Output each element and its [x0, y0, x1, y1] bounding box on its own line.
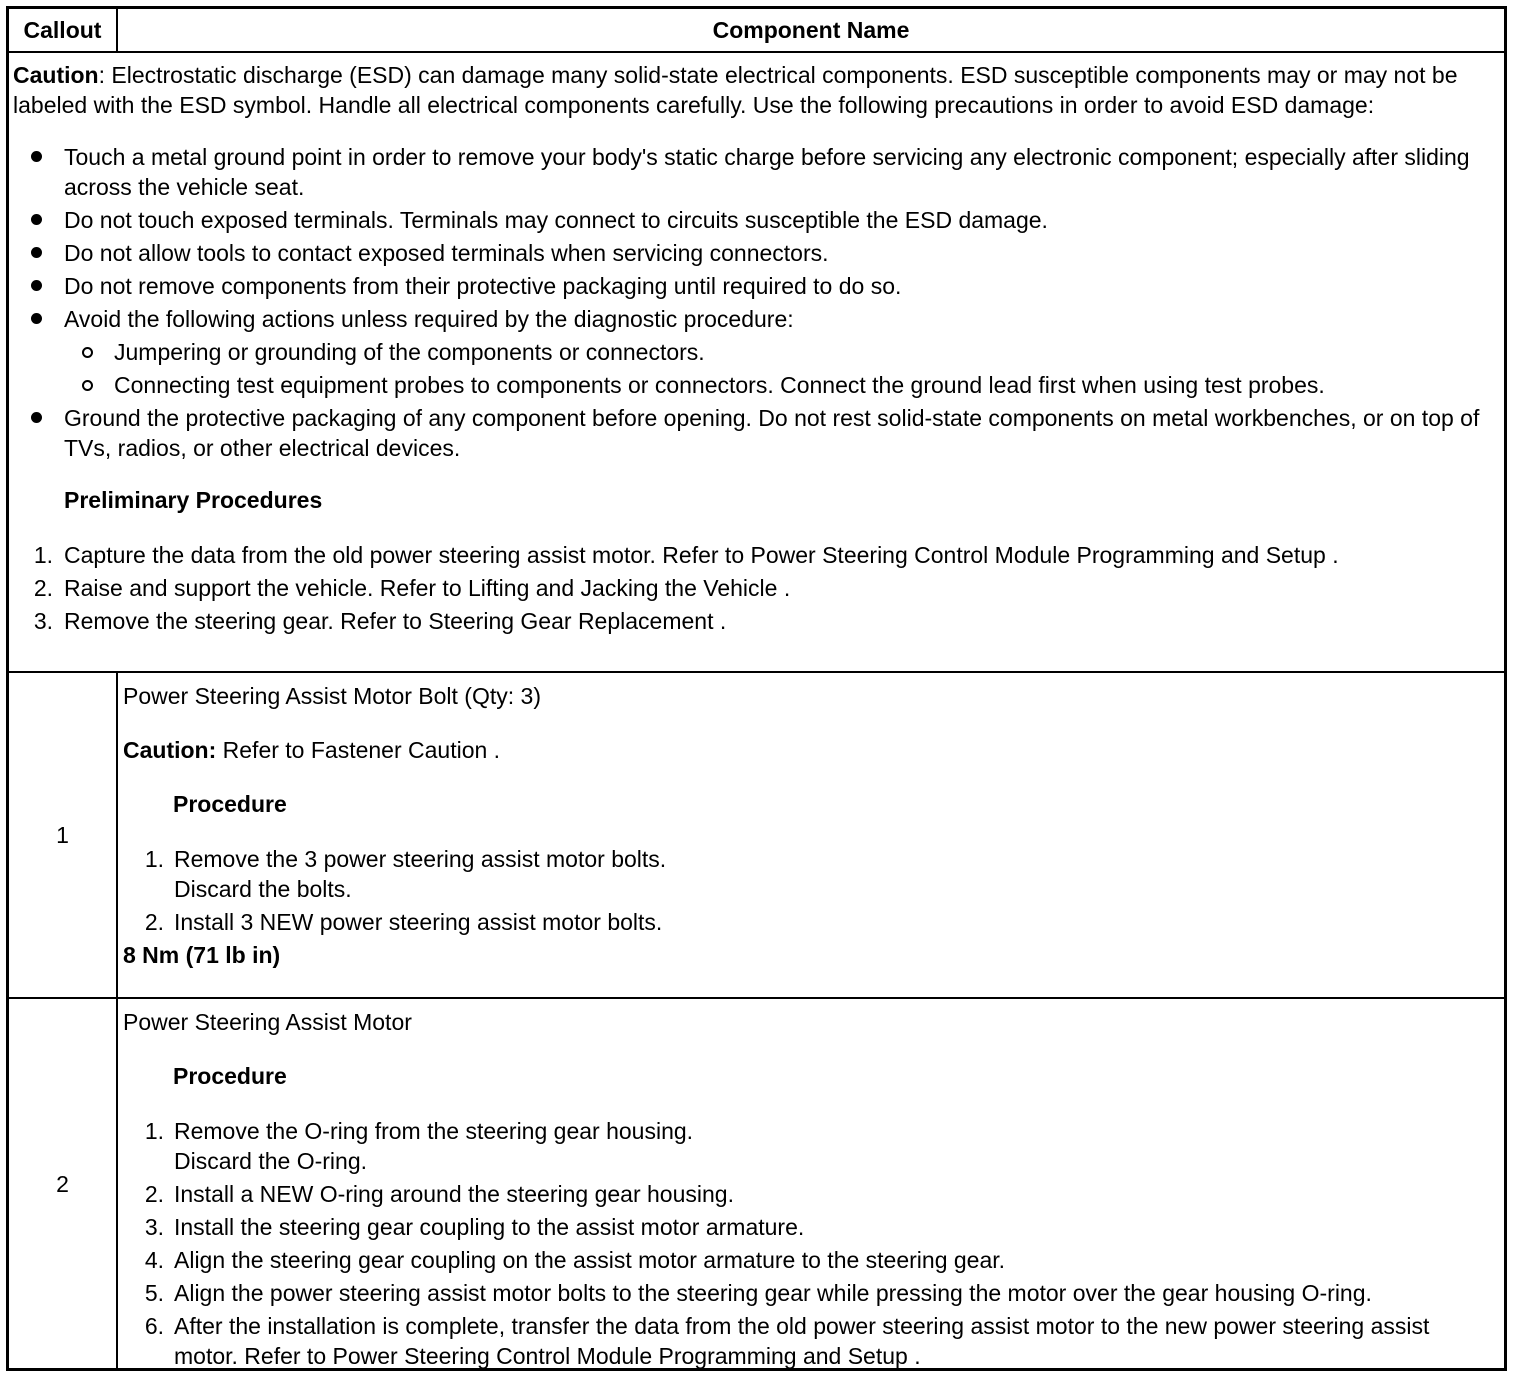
step-number: 5. [144, 1280, 164, 1306]
procedure-heading: Procedure [173, 791, 287, 817]
step-item [13, 540, 1498, 570]
list-item [13, 304, 1498, 400]
step-text: Align the steering gear coupling on the assist motor armature to the steering gear. [174, 1247, 1006, 1273]
step-item [13, 606, 1498, 636]
step-text: Remove the O-ring from the steering gear housing. [174, 1118, 694, 1144]
step-number: 3. [144, 1214, 164, 1240]
step-item [123, 844, 1498, 904]
caution-label: Caution: [123, 737, 217, 763]
component-cell [118, 673, 1504, 997]
step-number: 3. [33, 608, 53, 634]
list-item: Do not allow tools to contact exposed terminals when servicing connectors. [13, 238, 1498, 268]
step-text: After the installation is complete, transfer the data from the old power steering assist motor to the new power steering assist motor. Refer to Power Steering Control Module Programming and Setup . [174, 1313, 1430, 1369]
step-number: 1. [33, 542, 53, 568]
step-text: Install a NEW O-ring around the steering gear housing. [174, 1181, 734, 1207]
step-item [123, 1116, 1498, 1176]
list-item: Touch a metal ground point in order to remove your body's static charge before servicing any electronic component; especially after sliding across the vehicle seat. [13, 142, 1498, 202]
step-item [123, 1179, 1498, 1209]
list-item: Do not touch exposed terminals. Terminals may connect to circuits susceptible the ESD damage. [13, 205, 1498, 235]
esd-precautions-list [13, 142, 1498, 463]
step-item [13, 573, 1498, 603]
caution-text: : Electrostatic discharge (ESD) can damage many solid-state electrical components. ESD susceptible components may or may not be labeled with the ESD symbol. Handle all electrical components carefully. Use the following precautions in order to avoid ESD damage: [13, 62, 1458, 118]
table-header [9, 9, 1504, 53]
step-note: Discard the O-ring. [174, 1148, 368, 1174]
step-number: 2. [33, 575, 53, 601]
step-note: Discard the bolts. [174, 876, 352, 902]
step-text: Remove the steering gear. Refer to Steering Gear Replacement . [64, 608, 727, 634]
step-text: Raise and support the vehicle. Refer to Lifting and Jacking the Vehicle . [64, 575, 791, 601]
list-item: Do not remove components from their protective packaging until required to do so. [13, 271, 1498, 301]
step-text: Install the steering gear coupling to the assist motor armature. [174, 1214, 805, 1240]
step-number: 2. [144, 1181, 164, 1207]
step-item [123, 1311, 1498, 1371]
step-text: Install 3 NEW power steering assist motor bolts. [174, 909, 663, 935]
preliminary-steps-list [13, 540, 1498, 636]
fastener-caution [123, 735, 1498, 765]
preliminary-procedures-heading: Preliminary Procedures [64, 487, 323, 513]
torque-spec: 8 Nm (71 lb in) [123, 942, 281, 968]
step-number: 1. [144, 846, 164, 872]
procedure-steps-list [123, 844, 1498, 937]
step-item [123, 1245, 1498, 1275]
table-row [9, 999, 1504, 1368]
sub-list-item: Jumpering or grounding of the components or connectors. [64, 337, 1498, 367]
step-number: 6. [144, 1313, 164, 1339]
esd-caution-paragraph [13, 60, 1498, 120]
step-item [123, 1212, 1498, 1242]
component-cell [118, 999, 1504, 1368]
procedure-table [6, 6, 1507, 1371]
callout-cell: 1 [9, 673, 118, 997]
table-row [9, 673, 1504, 999]
list-item-text: Avoid the following actions unless required by the diagnostic procedure: [64, 306, 794, 332]
esd-caution-block [9, 53, 1504, 673]
callout-cell: 2 [9, 999, 118, 1368]
list-item: Ground the protective packaging of any component before opening. Do not rest solid-state components on metal workbenches, or on top of TVs, radios, or other electrical devices. [13, 403, 1498, 463]
step-text: Remove the 3 power steering assist motor bolts. [174, 846, 667, 872]
sub-list [64, 337, 1498, 400]
sub-list-item: Connecting test equipment probes to components or connectors. Connect the ground lead first when using test probes. [64, 370, 1498, 400]
procedure-heading: Procedure [173, 1063, 287, 1089]
step-item [123, 907, 1498, 937]
component-name: Power Steering Assist Motor Bolt (Qty: 3) [123, 683, 541, 709]
caution-label: Caution [13, 62, 99, 88]
caution-text: Refer to Fastener Caution . [216, 737, 501, 763]
step-number: 2. [144, 909, 164, 935]
callout-column-header: Callout [9, 9, 118, 51]
step-text: Align the power steering assist motor bolts to the steering gear while pressing the motor over the gear housing O-ring. [174, 1280, 1372, 1306]
component-name-column-header: Component Name [712, 17, 910, 43]
component-name: Power Steering Assist Motor [123, 1009, 412, 1035]
step-number: 4. [144, 1247, 164, 1273]
step-item [123, 1278, 1498, 1308]
procedure-steps-list [123, 1116, 1498, 1371]
step-number: 1. [144, 1118, 164, 1144]
step-text: Capture the data from the old power steering assist motor. Refer to Power Steering Control Module Programming and Setup . [64, 542, 1339, 568]
